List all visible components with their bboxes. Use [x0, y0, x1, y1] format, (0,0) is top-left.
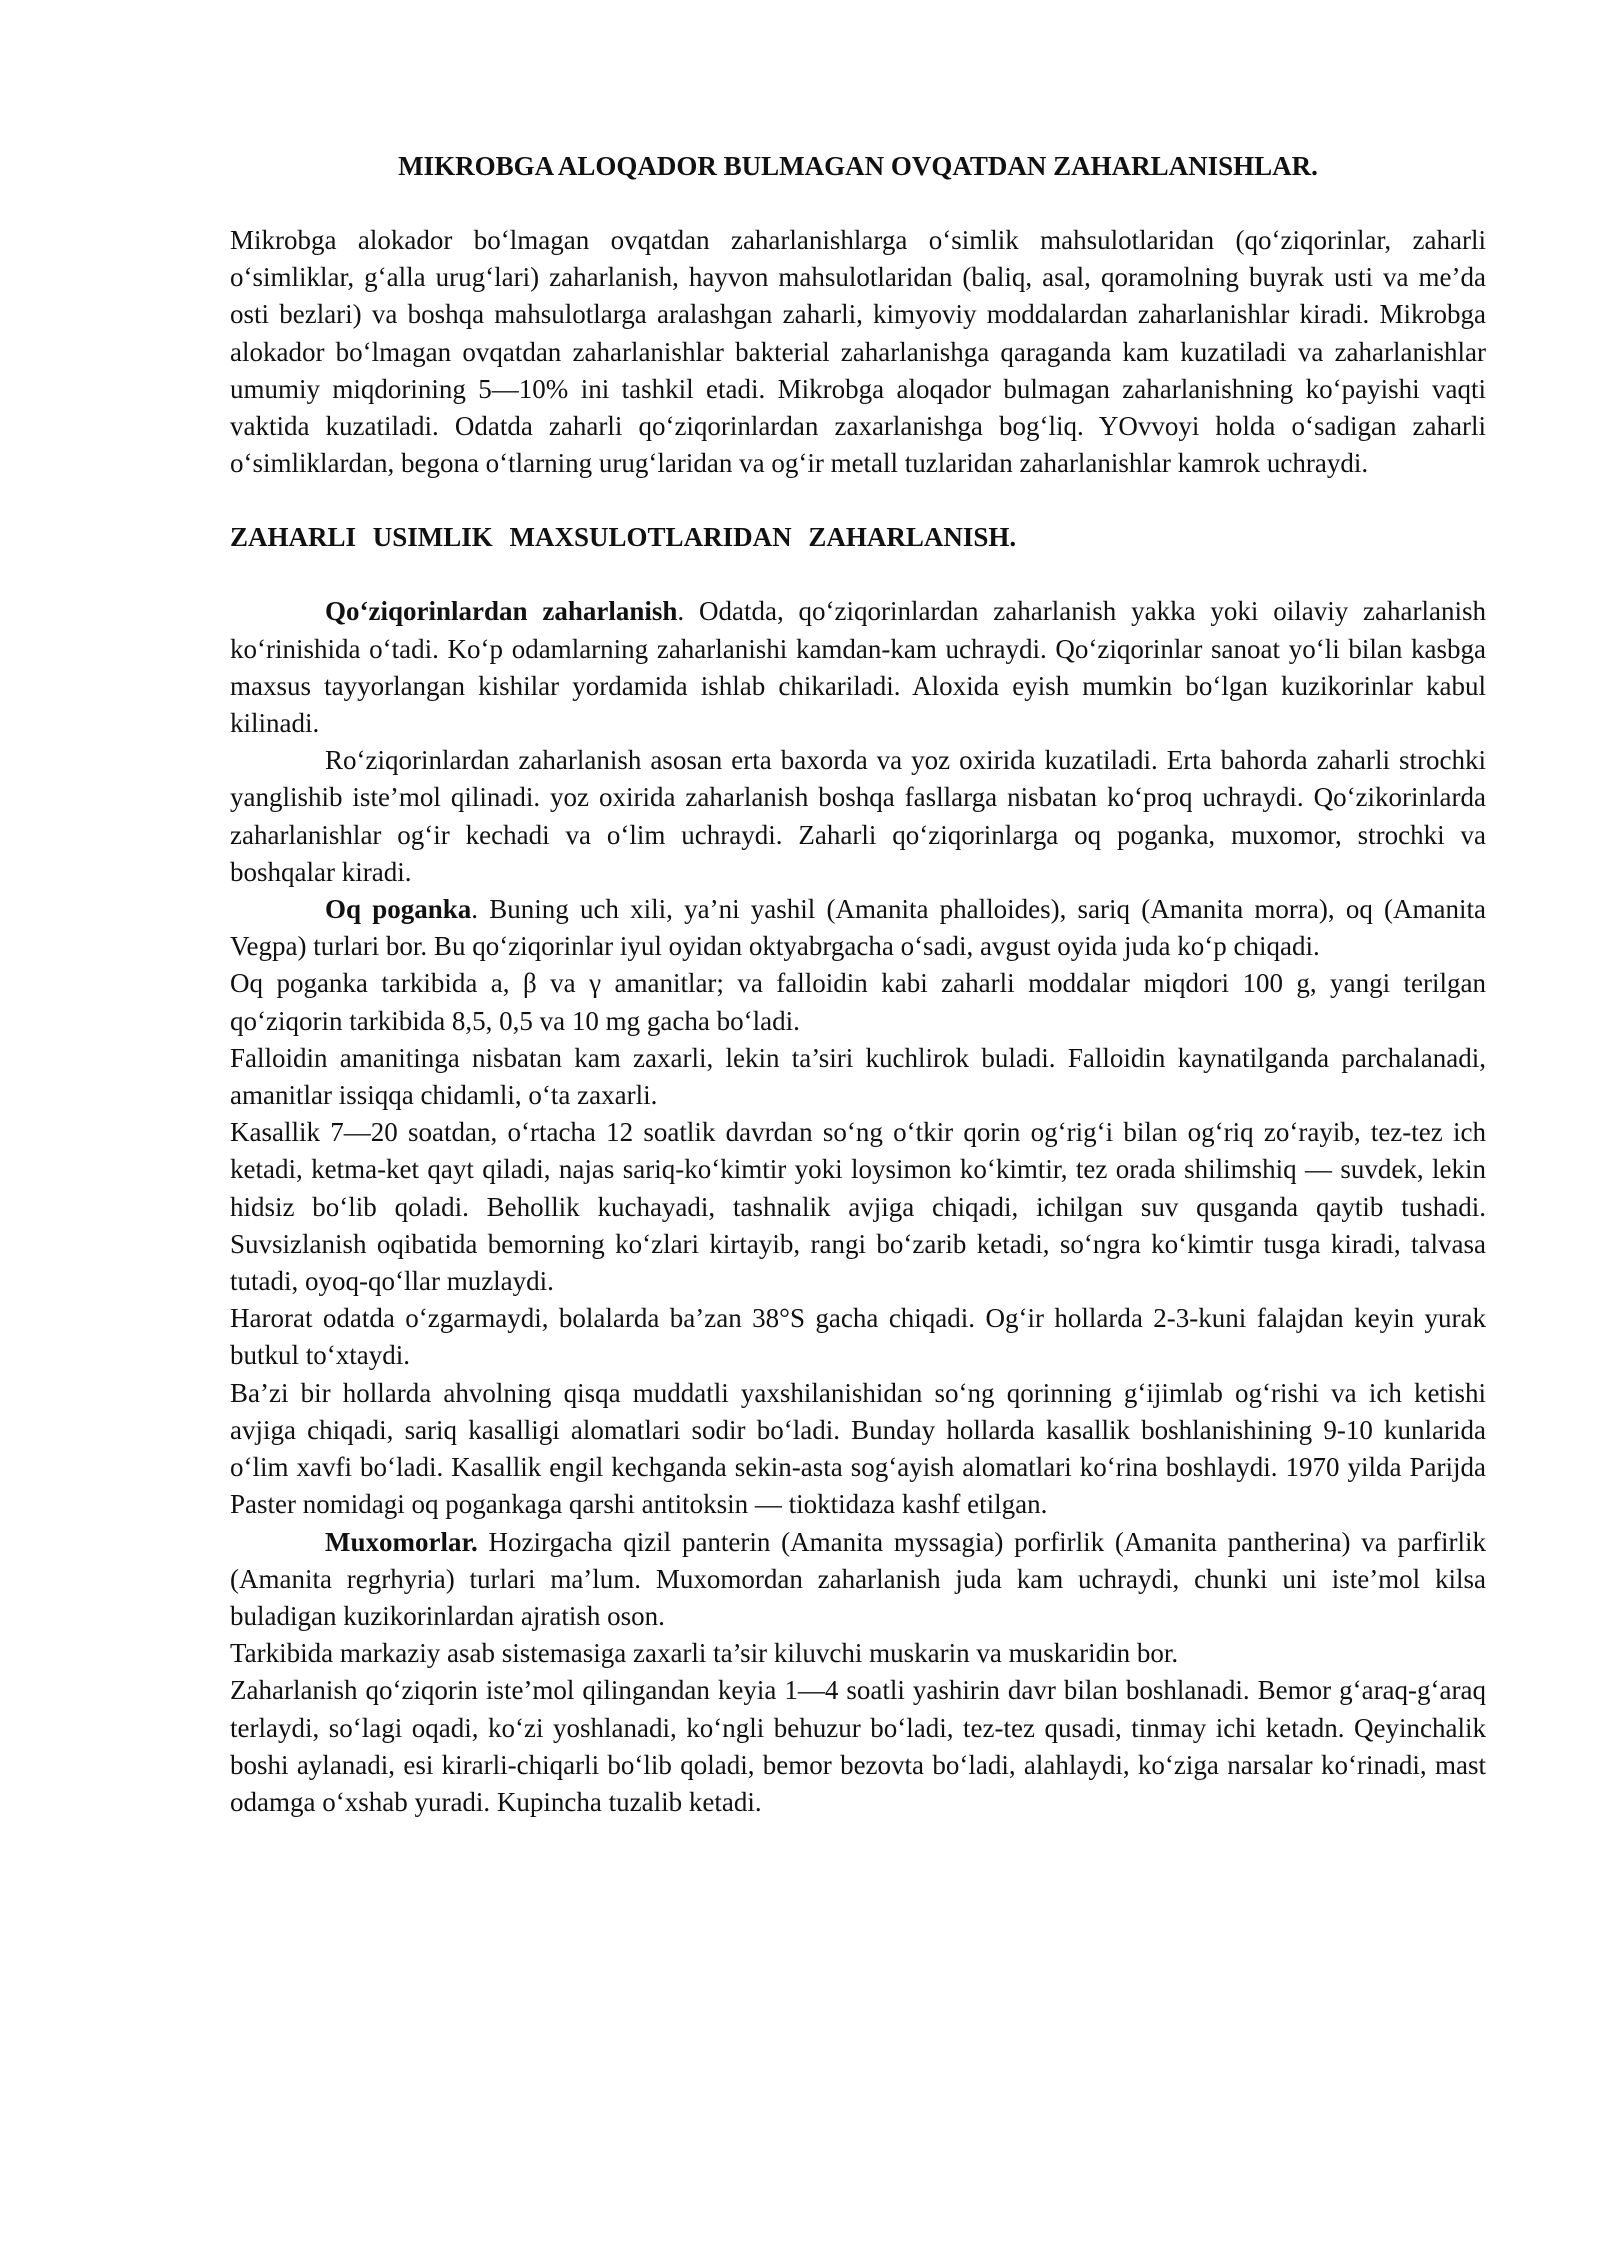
paragraph-seasonal: Ro‘ziqorinlardan zaharlanish asosan erta baxorda va yoz oxirida kuzatiladi. Erta bahorda zaharli strochki yanglishib iste’mol qilinadi. yoz oxirida zaharlanish boshqa fasllarga nisbatan ko‘proq uchraydi. Qo‘zikorinlarda zaharlanishlar og‘ir kechadi va o‘lim uchraydi. Zaharli qo‘ziqorinlarga oq poganka, muxomor, strochki va boshqalar kiradi.	[230, 745, 1486, 887]
document-page	[230, 148, 1486, 1821]
paragraph-text: . Odatda, qo‘ziqorinlardan zaharlanish yakka yoki oilaviy zaharlanish ko‘rinishida o‘tadi. Ko‘p odamlarning zaharlanishi kamdan-kam uchraydi. Qo‘ziqorinlar sanoat yo‘li bilan kasbga maxsus tayyorlangan kishilar yordamida ishlab chikariladi. Aloxida eyish mumkin bo‘lgan kuzikorinlar kabul kilinadi.	[230, 596, 1486, 739]
paragraph-lead: Qo‘ziqorinlardan zaharlanish	[325, 596, 678, 627]
paragraph-oq-poganka	[230, 891, 1486, 965]
paragraph-text: Hozirgacha qizil panterin (Amanita myssagia) porfirlik (Amanita pantherina) va parfirlik (Amanita regrhyria) turlari ma’lum. Muxomordan zaharlanish juda kam uchraydi, chunki uni iste’mol kilsa buladigan kuzikorinlardan ajratish oson.	[230, 1526, 1486, 1631]
paragraph-course: Ba’zi bir hollarda ahvolning qisqa muddatli yaxshilanishidan so‘ng qorinning g‘ijimlab og‘rishi va ich ketishi avjiga chiqadi, sariq kasalligi alomatlari sodir bo‘ladi. Bunday hollarda kasallik boshlanishining 9-10 kunlarida o‘lim xavfi bo‘ladi. Kasallik engil kechganda sekin-asta sog‘ayish alomatlari ko‘rina boshlaydi. 1970 yilda Parijda Paster nomidagi oq pogankaga qarshi antitoksin — tioktidaza kashf etilgan.	[230, 1377, 1486, 1520]
paragraph-falloidin: Falloidin amanitinga nisbatan kam zaxarli, lekin ta’siri kuchlirok buladi. Falloidin kaynatilganda parchalanadi, amanitlar issiqqa chidamli, o‘ta zaxarli.	[230, 1042, 1486, 1111]
paragraph-muxomorlar	[230, 1524, 1486, 1636]
paragraph-mushroom-poisoning	[230, 593, 1486, 742]
paragraph-temperature: Harorat odatda o‘zgarmaydi, bolalarda ba’zan 38°S gacha chiqadi. Og‘ir hollarda 2-3-kuni falajdan keyin yurak butkul to‘xtaydi.	[230, 1303, 1486, 1371]
document-title: MIKROBGA ALOQADOR BULMAGAN OVQATDAN ZAHARLANISHLAR.	[398, 151, 1318, 181]
paragraph-muskarin: Tarkibida markaziy asab sistemasiga zaxarli ta’sir kiluvchi muskarin va muskaridin bor.	[230, 1638, 1179, 1669]
paragraph-amanitins: Oq poganka tarkibida a, β va γ amanitlar; va falloidin kabi zaharli moddalar miqdori 100 g, yangi terilgan qo‘ziqorin tarkibida 8,5, 0,5 va 10 mg gacha bo‘ladi.	[230, 968, 1486, 1036]
intro-paragraph: Mikrobga alokador bo‘lmagan ovqatdan zaharlanishlarga o‘simlik mahsulotlaridan (qo‘ziqorinlar, zaharli o‘simliklar, g‘alla urug‘lari) zaharlanish, hayvon mahsulotlaridan (baliq, asal, qoramolning buyrak usti va me’da osti bezlari) va boshqa mahsulotlarga aralashgan zaharli, kimyoviy moddalardan zaharlanishlar kiradi. Mikrobga alokador bo‘lmagan ovqatdan zaharlanishlar bakterial zaharlanishga qaraganda kam kuzatiladi va zaharlanishlar umumiy miqdorining 5—10% ini tashkil etadi. Mikrobga aloqador bulmagan zaharlanishning ko‘payishi vaqti vaktida kuzatiladi. Odatda zaharli qo‘ziqorinlardan zaxarlanishga bog‘liq. YOvvoyi holda o‘sadigan zaharli o‘simliklardan, begona o‘tlarning urug‘laridan va og‘ir metall tuzlaridan zaharlanishlar kamrok uchraydi.	[230, 225, 1486, 479]
paragraph-muxomor-symptoms: Zaharlanish qo‘ziqorin iste’mol qilingandan keyia 1—4 soatli yashirin davr bilan boshlanadi. Bemor g‘araq-g‘araq terlaydi, so‘lagi oqadi, ko‘zi yoshlanadi, ko‘ngli behuzur bo‘ladi, tez-tez qusadi, tinmay ichi ketadn. Qeyinchalik boshi aylanadi, esi kirarli-chiqarli bo‘lib qoladi, bemor bezovta bo‘ladi, alahlaydi, ko‘ziga narsalar ko‘rinadi, mast odamga o‘xshab yuradi. Kupincha tuzalib ketadi.	[230, 1675, 1486, 1817]
paragraph-text: . Buning uch xili, ya’ni yashil (Amanita phalloides), sariq (Amanita morra), oq (Amanita Vegpa) turlari bor. Bu qo‘ziqorinlar iyul oyidan oktyabrgacha o‘sadi, avgust oyida juda ko‘p chiqadi.	[230, 894, 1486, 962]
paragraph-lead: Oq poganka	[325, 894, 472, 925]
section-heading: ZAHARLI USIMLIK MAXSULOTLARIDAN ZAHARLANISH.	[230, 522, 1017, 553]
paragraph-lead: Muxomorlar.	[325, 1526, 478, 1557]
paragraph-symptoms: Kasallik 7—20 soatdan, o‘rtacha 12 soatlik davrdan so‘ng o‘tkir qorin og‘rig‘i bilan og‘riq zo‘rayib, tez-tez ich ketadi, ketma-ket qayt qiladi, najas sariq-ko‘kimtir yoki loysimon ko‘kimtir, tez orada shilimshiq — suvdek, lekin hidsiz bo‘lib qoladi. Behollik kuchayadi, tashnalik avjiga chiqadi, ichilgan suv qusganda qaytib tushadi. Suvsizlanish oqibatida bemorning ko‘zlari kirtayib, rangi bo‘zarib ketadi, so‘ngra ko‘kimtir tusga kiradi, talvasa tutadi, oyoq-qo‘llar muzlaydi.	[230, 1117, 1486, 1297]
